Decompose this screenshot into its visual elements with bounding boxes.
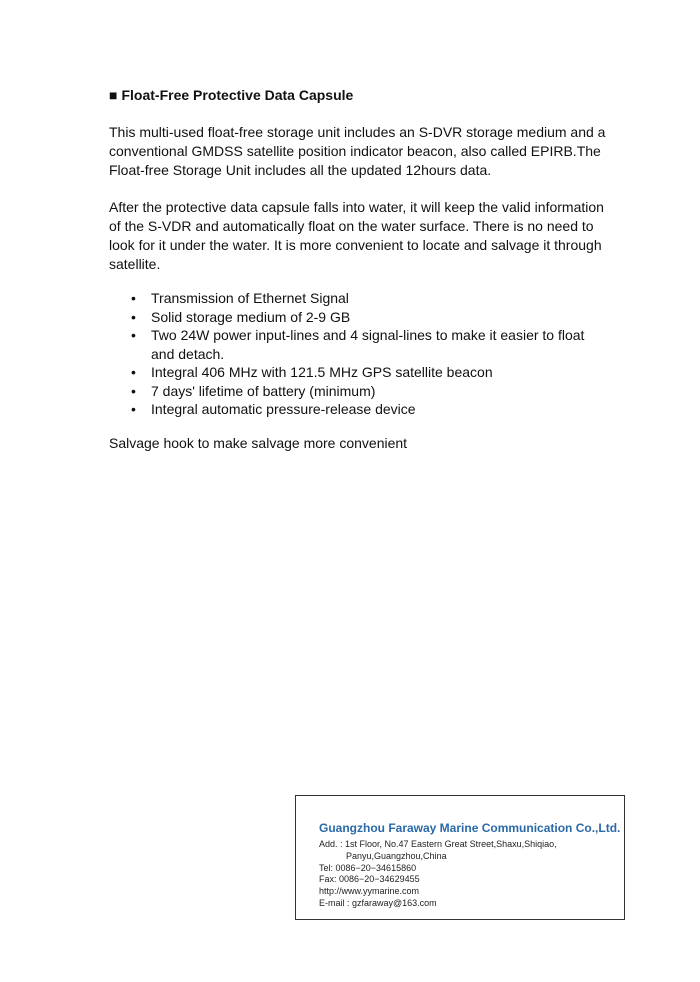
- telephone: Tel: 0086−20−34615860: [319, 862, 417, 873]
- website-link[interactable]: http://www.yymarine.com: [319, 886, 420, 897]
- list-item: • Solid storage medium of 2-9 GB: [131, 308, 351, 325]
- list-item: • Transmission of Ethernet Signal: [131, 290, 349, 306]
- section-heading: [109, 86, 353, 104]
- address-line: Add. : 1st Floor, No.47 Eastern Great Street,Shaxu,Shiqiao,: [319, 839, 557, 849]
- bullet-icon: •: [131, 327, 136, 343]
- closing-line: Salvage hook to make salvage more convenient: [109, 435, 408, 451]
- feature-list: [109, 289, 609, 419]
- square-bullet-icon: ■: [109, 87, 118, 103]
- email-link[interactable]: E-mail : gzfaraway@163.com: [319, 897, 437, 908]
- list-item: • Integral automatic pressure-release device: [131, 401, 416, 417]
- bullet-icon: •: [131, 308, 136, 325]
- bullet-icon: •: [131, 401, 136, 417]
- list-item: • Integral 406 MHz with 121.5 MHz GPS satellite beacon: [131, 364, 493, 380]
- section-title: Float-Free Protective Data Capsule: [121, 87, 354, 103]
- list-item: • Two 24W power input-lines and 4 signal-lines to make it easier to float and detach.: [131, 327, 585, 362]
- fax: Fax: 0086−20−34629455: [319, 874, 420, 885]
- address-line: Panyu,Guangzhou,China: [346, 850, 447, 861]
- paragraph-water: After the protective data capsule falls into water, it will keep the valid information of the S-VDR and automatically float on the water surface. There is no need to look for it under the water. It is more convenient to locate and salvage it through satellite.: [109, 199, 604, 272]
- contact-details: [319, 839, 557, 910]
- paragraph-intro: This multi-used float-free storage unit includes an S-DVR storage medium and a conventional GMDSS satellite position indicator beacon, also called EPIRB.The Float-free Storage Unit includes all the updated 12hours data.: [109, 124, 606, 178]
- list-item: • 7 days' lifetime of battery (minimum): [131, 382, 376, 399]
- company-name: Guangzhou Faraway Marine Communication Co.,Ltd.: [319, 821, 621, 835]
- bullet-icon: •: [131, 364, 136, 380]
- bullet-icon: •: [131, 382, 136, 399]
- bullet-icon: •: [131, 290, 136, 306]
- company-contact-box: [295, 795, 625, 920]
